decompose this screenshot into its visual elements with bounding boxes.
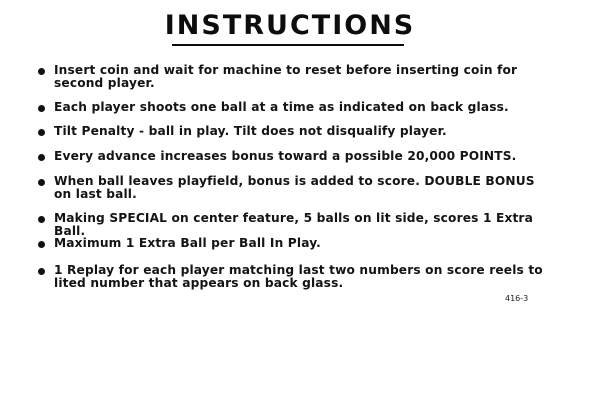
bullet-icon <box>38 216 45 223</box>
bullet-icon <box>38 105 45 112</box>
bullet-icon <box>38 154 45 161</box>
item-text: 1 Replay for each player matching last two numbers on score reels to lited number that appears on back glass. <box>54 263 543 290</box>
item-text: Each player shoots one ball at a time as indicated on back glass. <box>54 100 509 114</box>
bullet-icon <box>38 68 45 75</box>
item-text: Making SPECIAL on center feature, 5 balls on lit side, scores 1 Extra Ball. <box>54 211 533 238</box>
bullet-icon <box>38 179 45 186</box>
bullet-icon <box>38 129 45 136</box>
item-text: When ball leaves playfield, bonus is added to score. DOUBLE BONUS on last ball. <box>54 174 535 201</box>
item-text: Tilt Penalty - ball in play. Tilt does not disqualify player. <box>54 124 447 138</box>
bullet-icon <box>38 241 45 248</box>
part-number: 416-3 <box>505 294 529 303</box>
item-text: Every advance increases bonus toward a possible 20,000 POINTS. <box>54 149 517 163</box>
page-title: INSTRUCTIONS <box>164 10 416 41</box>
title-underline <box>172 44 404 46</box>
bullet-icon <box>38 268 45 275</box>
item-text: Insert coin and wait for machine to reset before inserting coin for second player. <box>54 63 518 90</box>
item-text: Maximum 1 Extra Ball per Ball In Play. <box>54 236 321 250</box>
